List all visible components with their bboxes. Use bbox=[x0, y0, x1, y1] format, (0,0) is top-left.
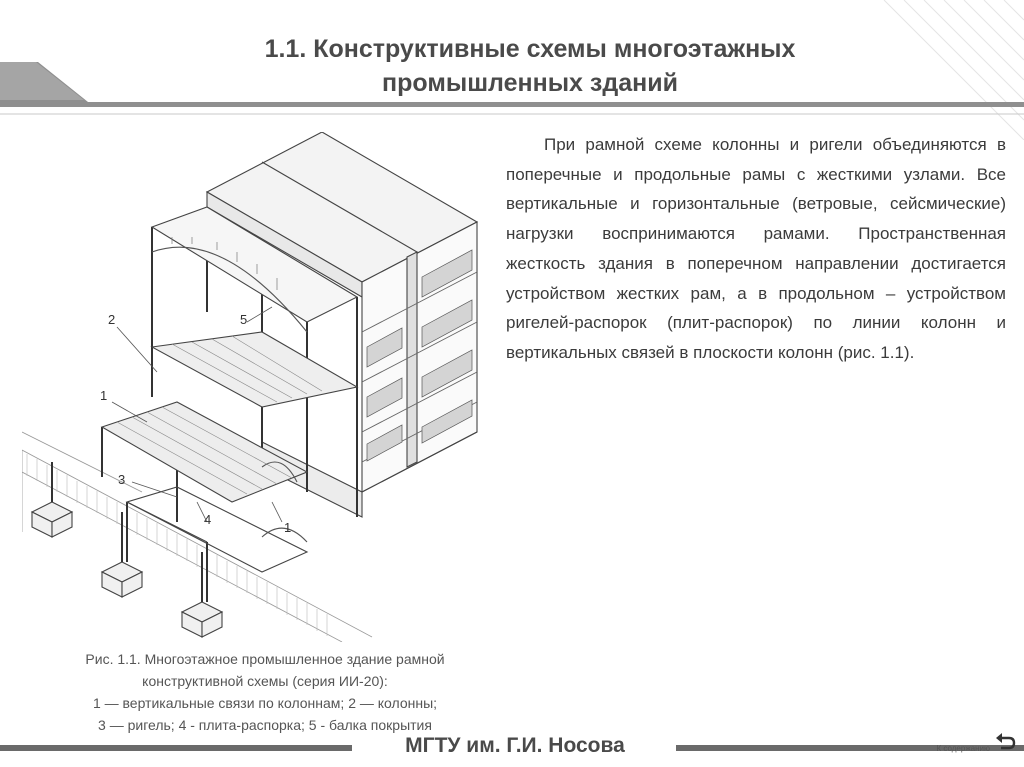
toc-link[interactable]: К содержанию bbox=[936, 744, 990, 753]
figure-label-1: 1 bbox=[100, 388, 108, 403]
caption-line-2: конструктивной схемы (серия ИИ-20): bbox=[142, 673, 388, 689]
caption-line-3: 1 — вертикальные связи по колоннам; 2 — колонны; bbox=[92, 695, 438, 711]
title-line-1: 1.1. Конструктивные схемы многоэтажных bbox=[264, 35, 796, 63]
body-paragraph: При рамной схеме колонны и ригели объединяются в поперечные и продольные рамы с жесткими узлами. Все вертикальные и горизонтальные (ветровые, сейсмические) нагрузки воспринимаются рамами. Пространственная жесткость здания в поперечном направлении достигается устройством жестких рам, а в продольном – устройством ригелей-распорок (плит-распорок) по линии колонн и вертикальных связей в плоскости колонн (рис. 1.1). bbox=[506, 135, 1006, 362]
figure-caption bbox=[40, 648, 490, 736]
caption-line-4: 3 — ригель; 4 - плита-распорка; 5 - балка покрытия bbox=[98, 717, 432, 733]
caption-line-1: Рис. 1.1. Многоэтажное промышленное здание рамной bbox=[85, 651, 445, 667]
figure-label-1-lower: 1 bbox=[284, 520, 292, 535]
return-arrow-icon[interactable] bbox=[995, 730, 1017, 752]
footer-university: МГТУ им. Г.И. Носова bbox=[405, 734, 625, 757]
title-line-2: промышленных зданий bbox=[382, 69, 678, 97]
figure-label-4: 4 bbox=[204, 512, 212, 527]
figure-label-3: 3 bbox=[118, 472, 126, 487]
page-title bbox=[180, 32, 880, 100]
building-frame-illustration bbox=[22, 132, 490, 642]
footer-line-left bbox=[0, 745, 352, 751]
figure-label-2: 2 bbox=[108, 312, 116, 327]
building-structure bbox=[32, 132, 477, 637]
figure-label-5: 5 bbox=[240, 312, 248, 327]
